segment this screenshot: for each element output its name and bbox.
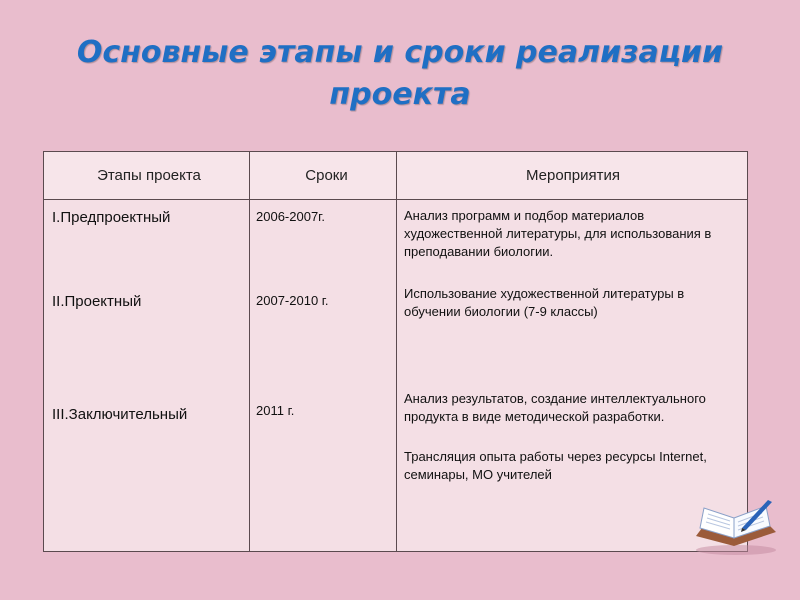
page-title bbox=[0, 32, 800, 116]
event-analysis-programs: Анализ программ и подбор материалов художественной литературы, для использования в преподавании биологии. bbox=[404, 208, 712, 259]
event-literature-use: Использование художественной литературы в обучении биологии (7-9 классы) bbox=[404, 286, 685, 319]
stages-table bbox=[43, 151, 748, 552]
term-project: 2007-2010 г. bbox=[256, 293, 329, 308]
term-pre-project: 2006-2007г. bbox=[256, 209, 325, 224]
header-terms: Сроки bbox=[305, 167, 348, 184]
open-book-with-pen-icon bbox=[690, 498, 782, 556]
stage-final: III.Заключительный bbox=[52, 406, 188, 423]
term-final: 2011 г. bbox=[256, 403, 295, 418]
stage-pre-project: I.Предпроектный bbox=[52, 209, 171, 226]
page-title-line-1: Основные этапы и сроки реализации bbox=[76, 35, 724, 70]
column-divider-1 bbox=[249, 152, 250, 551]
header-stages: Этапы проекта bbox=[97, 167, 201, 184]
event-experience-transfer: Трансляция опыта работы через ресурсы Internet, семинары, МО учителей bbox=[404, 449, 707, 482]
page-title-line-2: проекта bbox=[329, 77, 471, 112]
column-divider-2 bbox=[396, 152, 397, 551]
header-events: Мероприятия bbox=[525, 167, 621, 184]
stage-project: II.Проектный bbox=[52, 293, 142, 310]
event-results-analysis: Анализ результатов, создание интеллектуального продукта в виде методической разработки. bbox=[404, 391, 706, 424]
